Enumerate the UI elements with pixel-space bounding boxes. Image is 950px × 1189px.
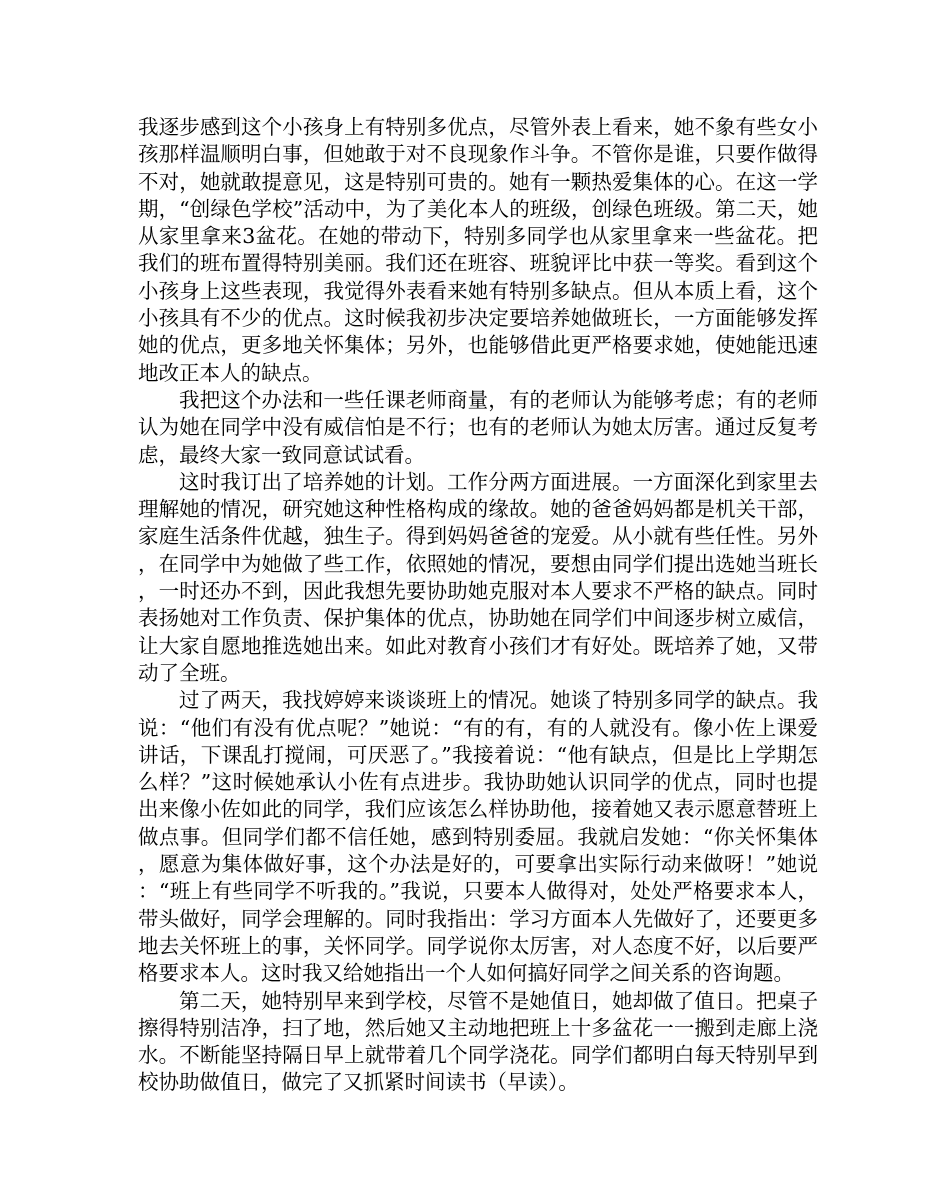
paragraph-4: 过了两天，我找婷婷来谈谈班上的情况。她谈了特别多同学的缺点。我说：“他们有没有优点呢？”她说：“有的有，有的人就没有。像小佐上课爱讲话，下课乱打搅闹，可厌恶了。”我接着说：“他有缺点，但是比上学期怎么样？”这时候她承认小佐有点进步。我协助她认识同学的优点，同时也提出来像小佐如此的同学，我们应该怎么样协助他，接着她又表示愿意替班上做点事。但同学们都不信任她，感到特别委屈。我就启发她：“你关怀集体，愿意为集体做好事，这个办法是好的，可要拿出实际行动来做呀！”她说：“班上有些同学不听我的。”我说，只要本人做得对，处处严格要求本人，带头做好，同学会理解的。同时我指出：学习方面本人先做好了，还要更多地去关怀班上的事，关怀同学。同学说你太厉害，对人态度不好，以后要严格要求本人。这时我又给她指出一个人如何搞好同学之间关系的咨询题。	[138, 688, 818, 986]
paragraph-5: 第二天，她特别早来到学校，尽管不是她值日，她却做了值日。把桌子擦得特别洁净，扫了地，然后她又主动地把班上十多盆花一一搬到走廊上浇水。不断能坚持隔日早上就带着几个同学浇花。同学们都明白每天特别早到校协助做值日，做完了又抓紧时间读书（早读）。	[138, 988, 818, 1095]
document-body	[138, 114, 818, 1097]
paragraph-3: 这时我订出了培养她的计划。工作分两方面进展。一方面深化到家里去理解她的情况，研究她这种性格构成的缘故。她的爸爸妈妈都是机关干部，家庭生活条件优越，独生子。得到妈妈爸爸的宠爱。从小就有些任性。另外，在同学中为她做了些工作，依照她的情况，要想由同学们提出选她当班长，一时还办不到，因此我想先要协助她克服对本人要求不严格的缺点。同时表扬她对工作负责、保护集体的优点，协助她在同学们中间逐步树立威信，让大家自愿地推选她出来。如此对教育小孩们才有好处。既培养了她，又带动了全班。	[138, 469, 818, 685]
paragraph-1: 我逐步感到这个小孩身上有特别多优点，尽管外表上看来，她不象有些女小孩那样温顺明白事，但她敢于对不良现象作斗争。不管你是谁，只要作做得不对，她就敢提意见，这是特别可贵的。她有一颗热爱集体的心。在这一学期，“创绿色学校”活动中，为了美化本人的班级，创绿色班级。第二天，她从家里拿来3盆花。在她的带动下，特别多同学也从家里拿来一些盆花。把我们的班布置得特别美丽。我们还在班容、班貌评比中获一等奖。看到这个小孩身上这些表现，我觉得外表看来她有特别多缺点。但从本质上看，这个小孩具有不少的优点。这时候我初步决定要培养她做班长，一方面能够发挥她的优点，更多地关怀集体；另外，也能够借此更严格要求她，使她能迅速地改正本人的缺点。	[138, 115, 818, 385]
paragraph-2: 我把这个办法和一些任课老师商量，有的老师认为能够考虑；有的老师认为她在同学中没有威信怕是不行；也有的老师认为她太厉害。通过反复考虑，最终大家一致同意试试看。	[138, 387, 818, 467]
